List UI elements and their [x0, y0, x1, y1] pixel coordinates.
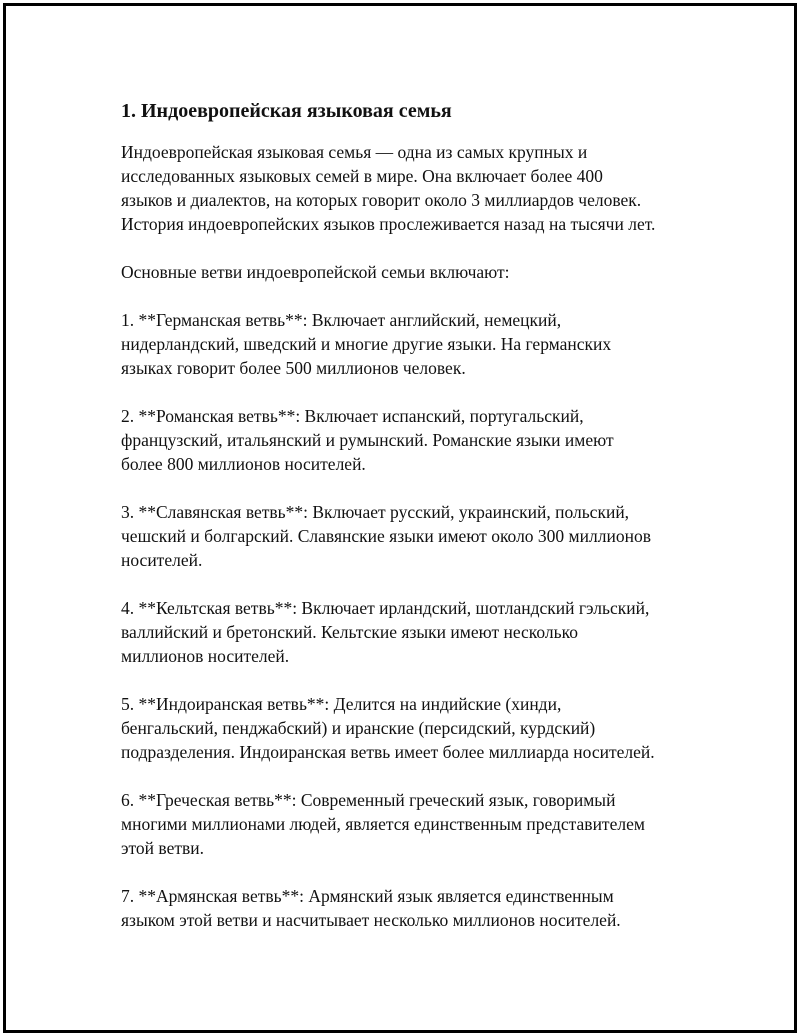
branches-intro-paragraph: Основные ветви индоевропейской семьи включают: [121, 262, 510, 282]
document-body [121, 98, 701, 932]
branch-item-slavic: 3. **Славянская ветвь**: Включает русский, украинский, польский, чешский и болгарский. Славянские языки имеют около 300 миллионов носителей. [121, 502, 651, 570]
branch-item-armenian: 7. **Армянская ветвь**: Армянский язык является единственным языком этой ветви и насчитывает несколько миллионов носителей. [121, 886, 621, 930]
branch-item-celtic: 4. **Кельтская ветвь**: Включает ирландский, шотландский гэльский, валлийский и бретонский. Кельтские языки имеют несколько миллионов носителей. [121, 598, 650, 666]
section-heading: 1. Индоевропейская языковая семья [121, 100, 452, 122]
page-border [3, 3, 797, 1033]
branch-item-romance: 2. **Романская ветвь**: Включает испанский, португальский, французский, итальянский и румынский. Романские языки имеют более 800 миллионов носителей. [121, 406, 614, 474]
branch-item-greek: 6. **Греческая ветвь**: Современный греческий язык, говоримый многими миллионами людей, является единственным представителем этой ветви. [121, 790, 645, 858]
branch-item-germanic: 1. **Германская ветвь**: Включает английский, немецкий, нидерландский, шведский и многие другие языки. На германских языках говорит более 500 миллионов человек. [121, 310, 612, 378]
branch-item-indo-iranian: 5. **Индоиранская ветвь**: Делится на индийские (хинди, бенгальский, пенджабский) и иранские (персидский, курдский) подразделения. Индоиранская ветвь имеет более миллиарда носителей. [121, 694, 655, 762]
intro-paragraph: Индоевропейская языковая семья — одна из самых крупных и исследованных языковых семей в мире. Она включает более 400 языков и диалектов, на которых говорит около 3 миллиардов человек. История индоевропейских языков прослеживается назад на тысячи лет. [121, 142, 656, 234]
